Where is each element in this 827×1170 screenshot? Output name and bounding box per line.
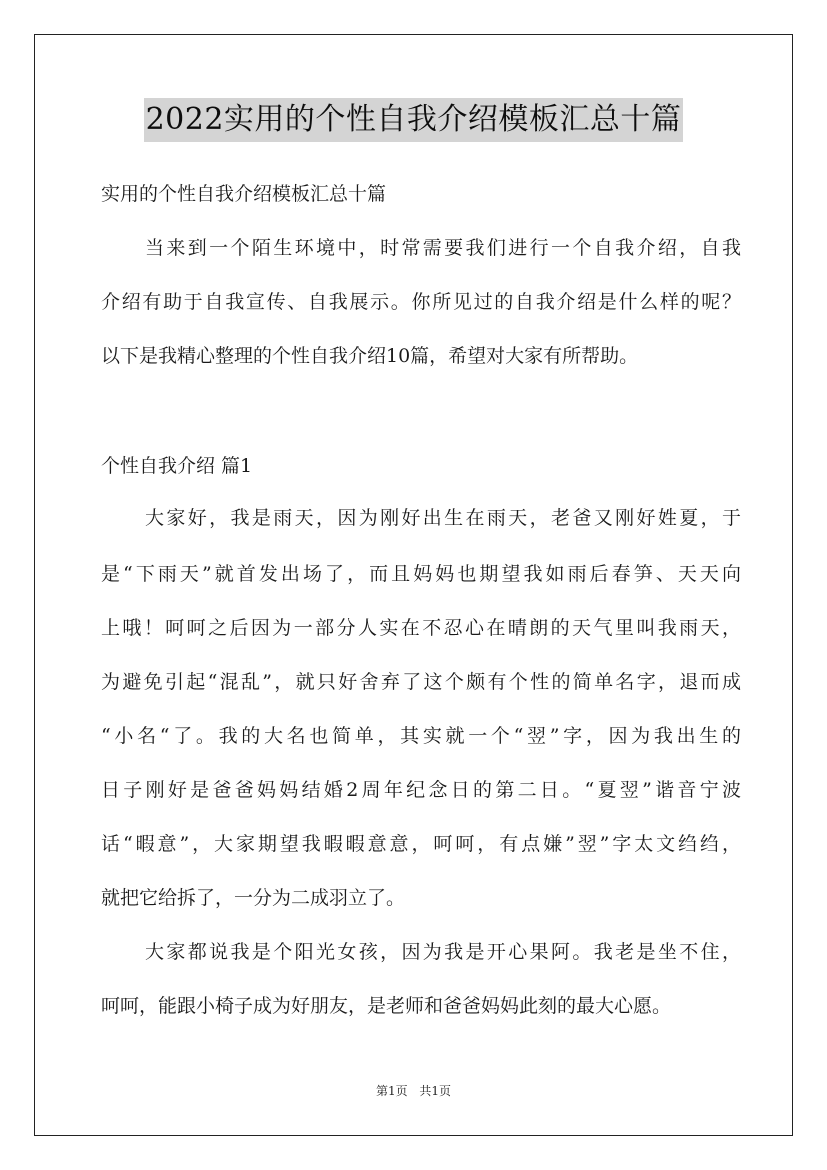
paragraph-line: 大家好，我是雨天，因为刚好出生在雨天，老爸又刚好姓夏，于 — [145, 507, 741, 529]
paragraph-line: 就把它给拆了，一分为二成羽立了。 — [101, 887, 406, 909]
intro-line: 介绍有助于自我宣传、自我展示。你所见过的自我介绍是什么样的呢？ — [101, 291, 741, 313]
title-area — [0, 98, 827, 142]
subtitle: 实用的个性自我介绍模板汇总十篇 — [101, 183, 387, 205]
paragraph-line: 是“下雨天”就首发出场了，而且妈妈也期望我如雨后春笋、天天向 — [101, 563, 741, 585]
paragraph-line: 大家都说我是个阳光女孩，因为我是开心果阿。我老是坐不住， — [145, 941, 741, 963]
paragraph-line: 日子刚好是爸爸妈妈结婚2周年纪念日的第二日。“夏翌”谐音宁波 — [101, 779, 741, 801]
page-number: 第1页 — [375, 1084, 408, 1098]
page-footer — [0, 1082, 827, 1099]
paragraph-line: 呵呵，能跟小椅子成为好朋友，是老师和爸爸妈妈此刻的最大心愿。 — [101, 995, 672, 1017]
intro-line: 当来到一个陌生环境中，时常需要我们进行一个自我介绍，自我 — [145, 237, 741, 259]
section-heading: 个性自我介绍 篇1 — [101, 455, 253, 477]
page-total: 共1页 — [419, 1084, 452, 1098]
document-title: 2022实用的个性自我介绍模板汇总十篇 — [144, 98, 684, 142]
intro-line: 以下是我精心整理的个性自我介绍10篇，希望对大家有所帮助。 — [101, 345, 639, 367]
paragraph-line: 话“暇意”，大家期望我暇暇意意，呵呵，有点嫌”翌”字太文绉绉， — [101, 833, 741, 855]
paragraph-line: 上哦！呵呵之后因为一部分人实在不忍心在晴朗的天气里叫我雨天， — [101, 617, 741, 639]
paragraph-line: 为避免引起“混乱”，就只好舍弃了这个颇有个性的简单名字，退而成 — [101, 671, 741, 693]
paragraph-line: “小名“了。我的大名也简单，其实就一个“翌”字，因为我出生的 — [101, 725, 741, 747]
